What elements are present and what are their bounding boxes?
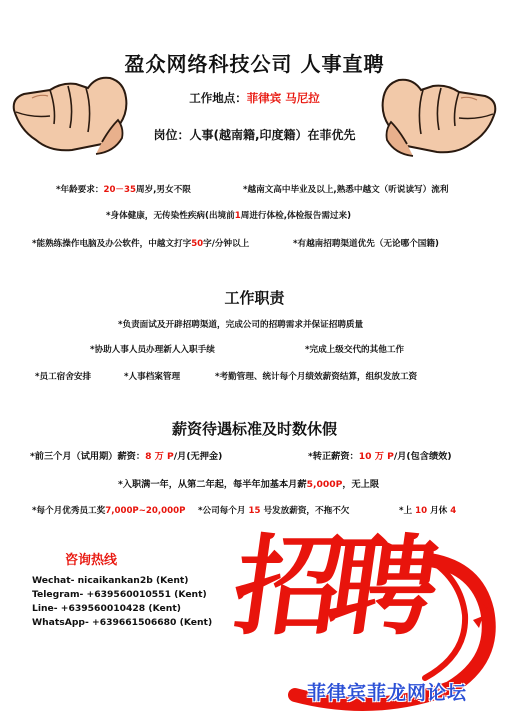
salary-raise: *入职满一年，从第二年起，每半年加基本月薪5,000P，无上限 bbox=[118, 479, 380, 490]
duty-item: *考勤管理、统计每个月绩效薪资结算，组织发放工资 bbox=[215, 372, 418, 382]
req-health: *身体健康，无传染性疾病(出境前1周进行体检,体检报告需过来) bbox=[106, 211, 352, 221]
duty-item: *负责面试及开辟招聘渠道，完成公司的招聘需求并保证招聘质量 bbox=[118, 320, 364, 330]
salary-probation: *前三个月（试用期）薪资：8 万 P/月(无押金) bbox=[30, 451, 223, 462]
location-value: 菲律宾 马尼拉 bbox=[246, 91, 320, 105]
salary-regular: *转正薪资：10 万 P/月(包含绩效) bbox=[308, 451, 452, 462]
salary-bonus: *每个月优秀员工奖7,000P~20,000P bbox=[32, 506, 186, 516]
duties-heading: 工作职责 bbox=[224, 289, 285, 307]
salary-payday: *公司每个月 15 号发放薪资，不拖不欠 bbox=[198, 506, 350, 516]
salary-heading: 薪资待遇标准及时数休假 bbox=[171, 420, 337, 438]
contact-wechat: Wechat- nicaikankan2b (Kent) bbox=[32, 575, 189, 586]
duty-item: *人事档案管理 bbox=[124, 372, 181, 382]
contact-telegram: Telegram- +639560010551 (Kent) bbox=[32, 589, 207, 600]
location-label: 工作地点： bbox=[189, 91, 247, 105]
poster-title: 盈众网络科技公司 人事直聘 bbox=[124, 52, 385, 76]
duty-item: *员工宿舍安排 bbox=[35, 372, 92, 382]
salary-leave: *上 10 月休 4 bbox=[399, 506, 457, 516]
pointing-hand-left-icon bbox=[10, 68, 130, 160]
pointing-hand-right-icon bbox=[377, 70, 501, 162]
job-position: 岗位：人事(越南籍,印度籍）在菲优先 bbox=[153, 128, 356, 142]
req-computer: *能熟练操作电脑及办公软件，中越文打字50字/分钟以上 bbox=[32, 239, 250, 249]
work-location bbox=[0, 90, 509, 106]
req-education: *越南文高中毕业及以上,熟悉中越文（听说读写）流利 bbox=[243, 185, 449, 195]
req-preferred: *有越南招聘渠道优先（无论哪个国籍) bbox=[293, 239, 439, 249]
contact-line: Line- +639560010428 (Kent) bbox=[32, 603, 181, 614]
calligraphy-text: 招聘 bbox=[226, 524, 432, 650]
req-age: *年龄要求：20－35周岁,男女不限 bbox=[56, 185, 191, 195]
forum-watermark: 菲律宾菲龙网论坛 bbox=[307, 682, 468, 704]
duty-item: *完成上级交代的其他工作 bbox=[305, 345, 405, 355]
hotline-heading: 咨询热线 bbox=[65, 553, 118, 568]
contact-whatsapp: WhatsApp- +639661506680 (Kent) bbox=[32, 617, 213, 628]
duty-item: *协助人事人员办理新人入职手续 bbox=[90, 345, 215, 355]
